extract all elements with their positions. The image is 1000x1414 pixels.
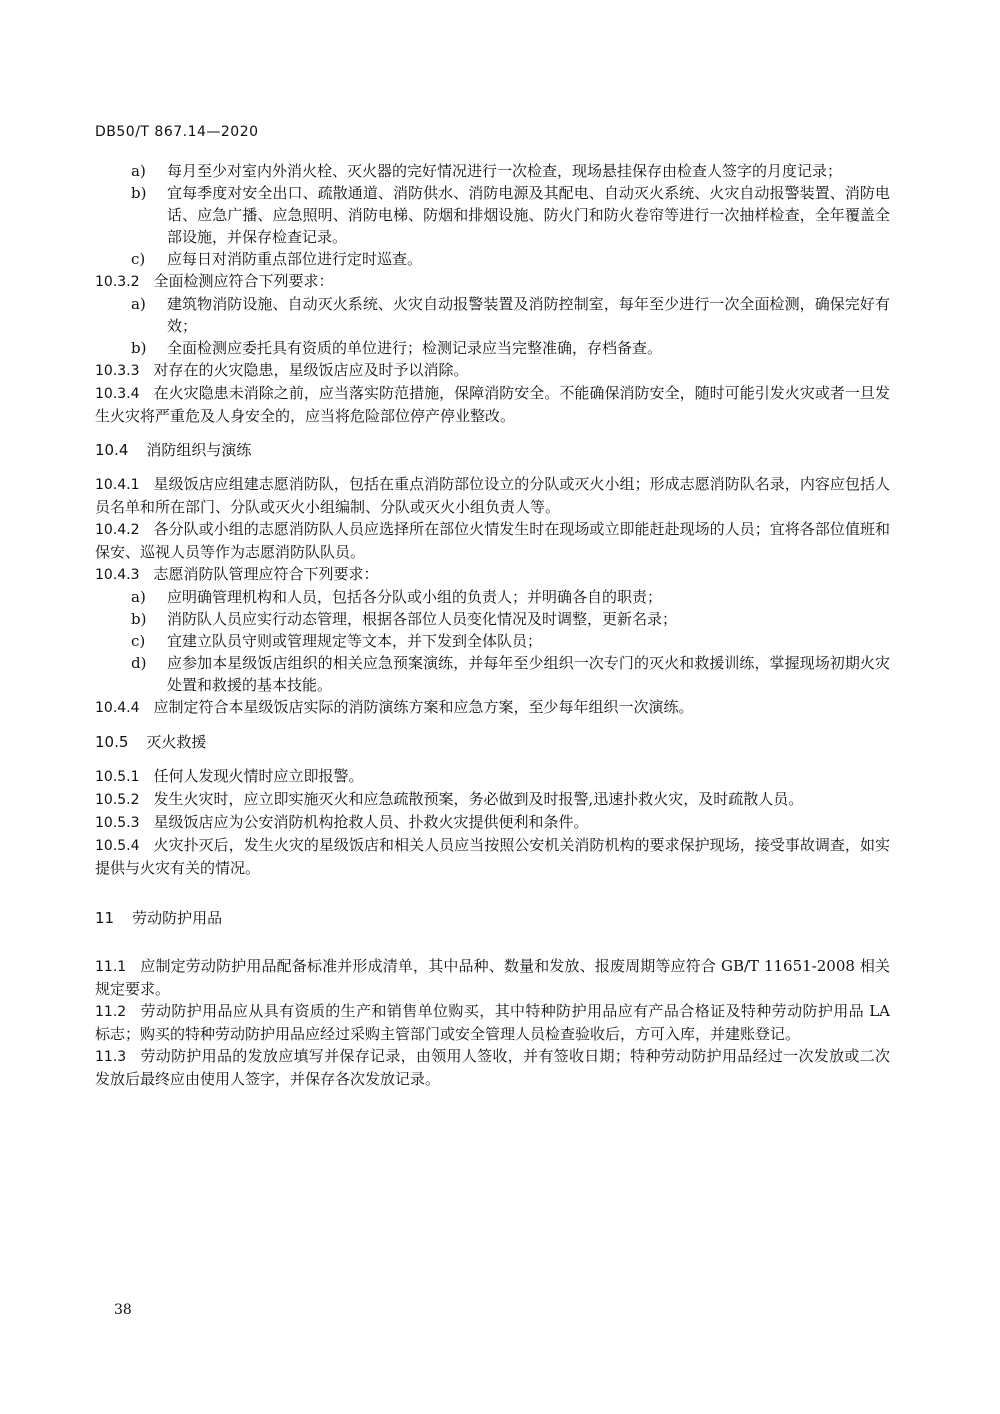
clause	[95, 270, 890, 293]
clause-text: 在火灾隐患未消除之前，应当落实防范措施，保障消防安全。不能确保消防安全，随时可能引发火灾或者一旦发生火灾将严重危及人身安全的，应当将危险部位停产停业整改。	[95, 384, 890, 425]
list-item-text: 全面检测应委托具有资质的单位进行；检测记录应当完整准确，存档备查。	[167, 339, 663, 357]
clause-text: 发生火灾时，应立即实施灭火和应急疏散预案，务必做到及时报警,迅速扑救火灾，及时疏散人员。	[153, 790, 804, 808]
list-item-label: b)	[131, 184, 147, 202]
clause-text: 星级饭店应组建志愿消防队，包括在重点消防部位设立的分队或灭火小组；形成志愿消防队名录，内容应包括人员名单和所在部门、分队或灭火小组编制、分队或灭火小组负责人等。	[95, 475, 890, 516]
section-title: 灭火救援	[146, 733, 207, 751]
list-item-label: d)	[131, 654, 147, 672]
clause-text: 应制定劳动防护用品配备标准并形成清单，其中品种、数量和发放、报废周期等应符合 GB/T 11651-2008 相关规定要求。	[95, 957, 890, 998]
standard-code: DB50/T 867.14—2020	[95, 124, 259, 140]
clause-number: 10.5.1	[95, 769, 140, 785]
list-item-label: b)	[131, 610, 147, 628]
list-item	[95, 160, 890, 182]
clause	[95, 382, 890, 427]
clause-number: 10.3.3	[95, 363, 140, 379]
section-heading	[95, 907, 890, 929]
clause	[95, 563, 890, 586]
clause	[95, 696, 890, 719]
clause-number: 10.3.2	[95, 274, 140, 290]
page-number: 38	[114, 1302, 132, 1318]
list-item-text: 宜每季度对安全出口、疏散通道、消防供水、消防电源及其配电、自动灭火系统、火灾自动报警装置、消防电话、应急广播、应急照明、消防电梯、防烟和排烟设施、防火门和防火卷帘等进行一次抽样检查，全年覆盖全部设施，并保存检查记录。	[167, 184, 890, 246]
section-number: 11	[95, 909, 115, 927]
list-item-label: c)	[131, 632, 146, 650]
clause-text: 全面检测应符合下列要求：	[153, 272, 334, 290]
list-item-text: 消防队人员应实行动态管理，根据各部位人员变化情况及时调整，更新名录；	[167, 610, 678, 628]
section-heading	[95, 439, 890, 461]
clause-text: 应制定符合本星级饭店实际的消防演练方案和应急方案，至少每年组织一次演练。	[153, 698, 694, 716]
clause-number: 11.3	[95, 1049, 127, 1065]
list-item-text: 应参加本星级饭店组织的相关应急预案演练，并每年至少组织一次专门的灭火和救援训练，掌握现场初期火灾处置和救援的基本技能。	[167, 654, 890, 694]
list-item-text: 宜建立队员守则或管理规定等文本，并下发到全体队员；	[167, 632, 543, 650]
clause-number: 10.5.3	[95, 815, 140, 831]
clause	[95, 765, 890, 788]
list-item-label: b)	[131, 339, 147, 357]
clause-number: 10.5.2	[95, 792, 140, 808]
list-item	[95, 652, 890, 696]
clause-number: 10.5.4	[95, 838, 140, 854]
document-body	[95, 160, 890, 1090]
section-number: 10.4	[95, 441, 129, 459]
list-item	[95, 630, 890, 652]
list-item-label: a)	[131, 295, 146, 313]
clause-number: 11.1	[95, 959, 127, 975]
list-item-label: a)	[131, 162, 146, 180]
clause	[95, 359, 890, 382]
list-item-label: a)	[131, 588, 146, 606]
list-item	[95, 337, 890, 359]
list-item-text: 每月至少对室内外消火栓、灭火器的完好情况进行一次检查，现场悬挂保存由检查人签字的月度记录；	[167, 162, 843, 180]
clause-text: 火灾扑灭后，发生火灾的星级饭店和相关人员应当按照公安机关消防机构的要求保护现场，接受事故调查，如实提供与火灾有关的情况。	[95, 836, 890, 877]
clause-text: 任何人发现火情时应立即报警。	[153, 767, 364, 785]
list-item-text: 应每日对消防重点部位进行定时巡查。	[167, 250, 423, 268]
clause	[95, 955, 890, 1000]
clause-number: 10.4.2	[95, 522, 140, 538]
section-title: 消防组织与演练	[146, 441, 252, 459]
clause-number: 10.3.4	[95, 386, 140, 402]
clause	[95, 1000, 890, 1045]
clause-text: 劳动防护用品的发放应填写并保存记录，由领用人签收，并有签收日期；特种劳动防护用品经过一次发放或二次发放后最终应由使用人签字，并保存各次发放记录。	[95, 1047, 890, 1088]
clause	[95, 1045, 890, 1090]
clause	[95, 811, 890, 834]
section-heading	[95, 731, 890, 753]
clause	[95, 518, 890, 563]
list-item	[95, 586, 890, 608]
clause-number: 11.2	[95, 1004, 127, 1020]
list-item-text: 应明确管理机构和人员，包括各分队或小组的负责人；并明确各自的职责；	[167, 588, 663, 606]
list-item	[95, 248, 890, 270]
clause-text: 各分队或小组的志愿消防队人员应选择所在部位火情发生时在现场或立即能赶赴现场的人员；宜将各部位值班和保安、巡视人员等作为志愿消防队队员。	[95, 520, 890, 561]
clause	[95, 788, 890, 811]
list-item	[95, 608, 890, 630]
clause-number: 10.4.3	[95, 567, 140, 583]
section-title: 劳动防护用品	[132, 909, 223, 927]
list-item-text: 建筑物消防设施、自动灭火系统、火灾自动报警装置及消防控制室，每年至少进行一次全面检测，确保完好有效；	[167, 295, 890, 335]
clause-text: 志愿消防队管理应符合下列要求：	[153, 565, 379, 583]
clause	[95, 834, 890, 879]
clause-text: 对存在的火灾隐患，星级饭店应及时予以消除。	[153, 361, 469, 379]
section-number: 10.5	[95, 733, 129, 751]
clause-text: 星级饭店应为公安消防机构抢救人员、扑救火灾提供便利和条件。	[153, 813, 589, 831]
clause-number: 10.4.1	[95, 477, 140, 493]
list-item-label: c)	[131, 250, 146, 268]
list-item	[95, 182, 890, 248]
list-item	[95, 293, 890, 337]
clause-number: 10.4.4	[95, 700, 140, 716]
clause	[95, 473, 890, 518]
clause-text: 劳动防护用品应从具有资质的生产和销售单位购买，其中特种防护用品应有产品合格证及特种劳动防护用品 LA 标志；购买的特种劳动防护用品应经过采购主管部门或安全管理人员检查验收后，方可入库，并建账登记。	[95, 1002, 890, 1043]
